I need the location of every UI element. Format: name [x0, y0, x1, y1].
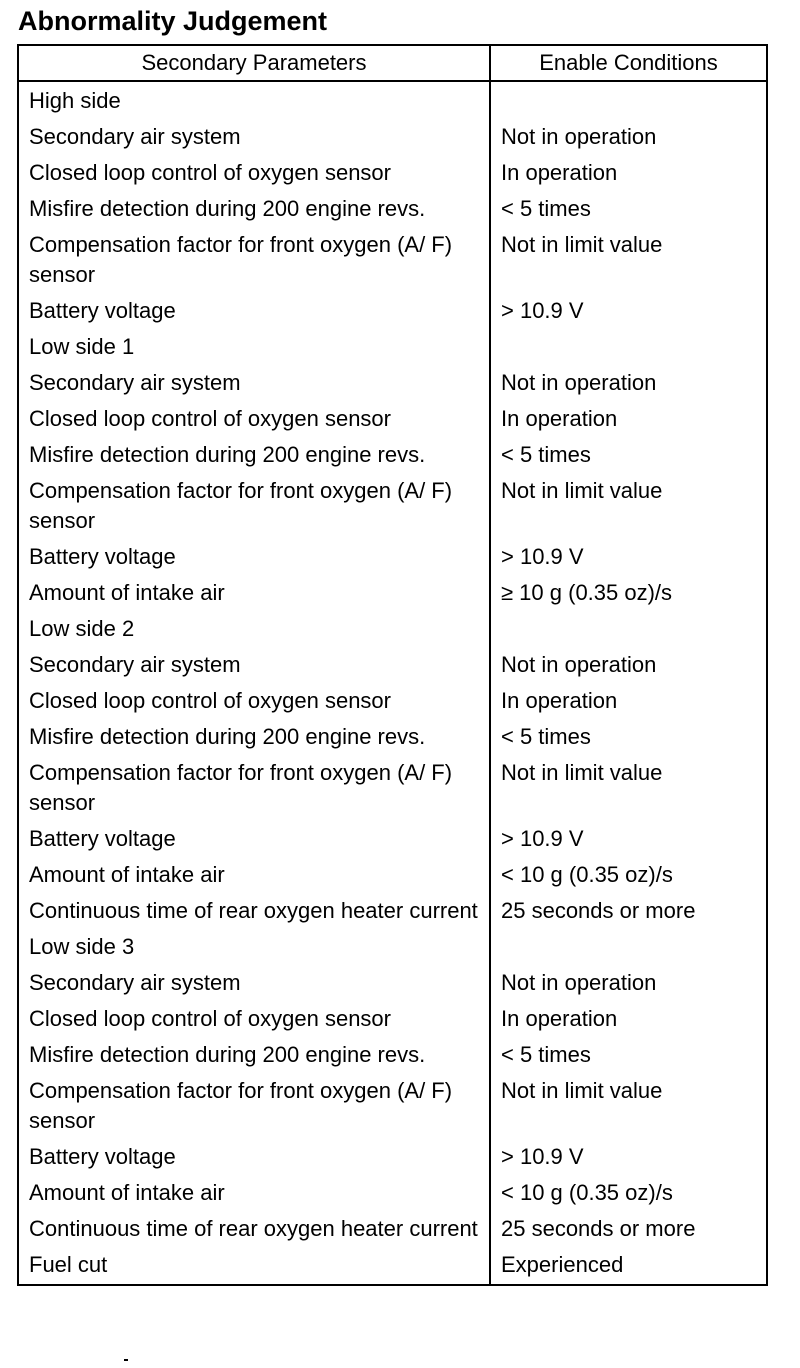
condition-cell: 25 seconds or more: [490, 1211, 767, 1247]
table-body: [18, 81, 767, 1285]
condition-cell: ≥ 10 g (0.35 oz)/s: [490, 575, 767, 611]
table-row: [18, 611, 767, 647]
header-enable-conditions: Enable Conditions: [490, 45, 767, 81]
parameter-cell: Low side 3: [18, 929, 490, 965]
footer-mark: [124, 1359, 128, 1361]
table-row: [18, 437, 767, 473]
condition-cell: Not in operation: [490, 365, 767, 401]
parameter-cell: Amount of intake air: [18, 575, 490, 611]
table-row: [18, 155, 767, 191]
table-row: [18, 1175, 767, 1211]
parameter-cell: Battery voltage: [18, 293, 490, 329]
parameter-cell: Battery voltage: [18, 539, 490, 575]
table-row: [18, 647, 767, 683]
parameter-cell: Compensation factor for front oxygen (A/ F) sensor: [18, 755, 490, 821]
condition-cell: In operation: [490, 401, 767, 437]
parameter-cell: Compensation factor for front oxygen (A/ F) sensor: [18, 227, 490, 293]
parameter-cell: Closed loop control of oxygen sensor: [18, 683, 490, 719]
parameter-cell: Continuous time of rear oxygen heater current: [18, 1211, 490, 1247]
condition-cell: In operation: [490, 683, 767, 719]
condition-cell: > 10.9 V: [490, 821, 767, 857]
condition-cell: < 5 times: [490, 719, 767, 755]
table-row: [18, 1001, 767, 1037]
table-row: [18, 1211, 767, 1247]
parameter-cell: Secondary air system: [18, 647, 490, 683]
table-row: [18, 473, 767, 539]
parameter-cell: Secondary air system: [18, 119, 490, 155]
parameter-cell: Secondary air system: [18, 965, 490, 1001]
table-row: [18, 119, 767, 155]
table-row: [18, 575, 767, 611]
table-row: [18, 365, 767, 401]
condition-cell: [490, 611, 767, 647]
condition-cell: > 10.9 V: [490, 293, 767, 329]
condition-cell: < 10 g (0.35 oz)/s: [490, 857, 767, 893]
condition-cell: In operation: [490, 1001, 767, 1037]
condition-cell: 25 seconds or more: [490, 893, 767, 929]
table-row: [18, 401, 767, 437]
table-row: [18, 893, 767, 929]
condition-cell: Not in limit value: [490, 755, 767, 821]
parameter-cell: Fuel cut: [18, 1247, 490, 1285]
condition-cell: Not in limit value: [490, 227, 767, 293]
table-row: [18, 683, 767, 719]
parameter-cell: Compensation factor for front oxygen (A/ F) sensor: [18, 473, 490, 539]
parameter-cell: Misfire detection during 200 engine revs.: [18, 437, 490, 473]
condition-cell: Experienced: [490, 1247, 767, 1285]
parameter-cell: Misfire detection during 200 engine revs.: [18, 719, 490, 755]
condition-cell: Not in limit value: [490, 1073, 767, 1139]
condition-cell: Not in operation: [490, 965, 767, 1001]
condition-cell: < 5 times: [490, 191, 767, 227]
table-row: [18, 719, 767, 755]
parameter-cell: Amount of intake air: [18, 1175, 490, 1211]
condition-cell: < 5 times: [490, 1037, 767, 1073]
condition-cell: [490, 81, 767, 119]
table-row: [18, 965, 767, 1001]
parameter-cell: Misfire detection during 200 engine revs.: [18, 191, 490, 227]
parameter-cell: High side: [18, 81, 490, 119]
parameter-cell: Misfire detection during 200 engine revs.: [18, 1037, 490, 1073]
condition-cell: < 10 g (0.35 oz)/s: [490, 1175, 767, 1211]
parameter-cell: Low side 1: [18, 329, 490, 365]
parameter-cell: Amount of intake air: [18, 857, 490, 893]
table-row: [18, 1247, 767, 1285]
parameter-cell: Compensation factor for front oxygen (A/ F) sensor: [18, 1073, 490, 1139]
table-row: [18, 293, 767, 329]
table-row: [18, 191, 767, 227]
table-row: [18, 227, 767, 293]
table-header-row: [18, 45, 767, 81]
table-row: [18, 539, 767, 575]
parameter-cell: Closed loop control of oxygen sensor: [18, 155, 490, 191]
parameter-cell: Battery voltage: [18, 821, 490, 857]
condition-cell: Not in operation: [490, 647, 767, 683]
parameter-cell: Battery voltage: [18, 1139, 490, 1175]
page-title: Abnormality Judgement: [18, 6, 328, 36]
table-row: [18, 1037, 767, 1073]
condition-cell: In operation: [490, 155, 767, 191]
parameter-cell: Continuous time of rear oxygen heater current: [18, 893, 490, 929]
condition-cell: > 10.9 V: [490, 1139, 767, 1175]
parameter-cell: Secondary air system: [18, 365, 490, 401]
condition-cell: Not in limit value: [490, 473, 767, 539]
condition-cell: < 5 times: [490, 437, 767, 473]
enable-conditions-table: [17, 44, 768, 1286]
table-row: [18, 821, 767, 857]
table-row: [18, 929, 767, 965]
table-row: [18, 755, 767, 821]
parameter-cell: Low side 2: [18, 611, 490, 647]
condition-cell: > 10.9 V: [490, 539, 767, 575]
condition-cell: [490, 929, 767, 965]
table-row: [18, 329, 767, 365]
table-row: [18, 1139, 767, 1175]
parameter-cell: Closed loop control of oxygen sensor: [18, 1001, 490, 1037]
table-row: [18, 81, 767, 119]
table-row: [18, 1073, 767, 1139]
condition-cell: Not in operation: [490, 119, 767, 155]
table-row: [18, 857, 767, 893]
header-secondary-parameters: Secondary Parameters: [18, 45, 490, 81]
condition-cell: [490, 329, 767, 365]
parameter-cell: Closed loop control of oxygen sensor: [18, 401, 490, 437]
